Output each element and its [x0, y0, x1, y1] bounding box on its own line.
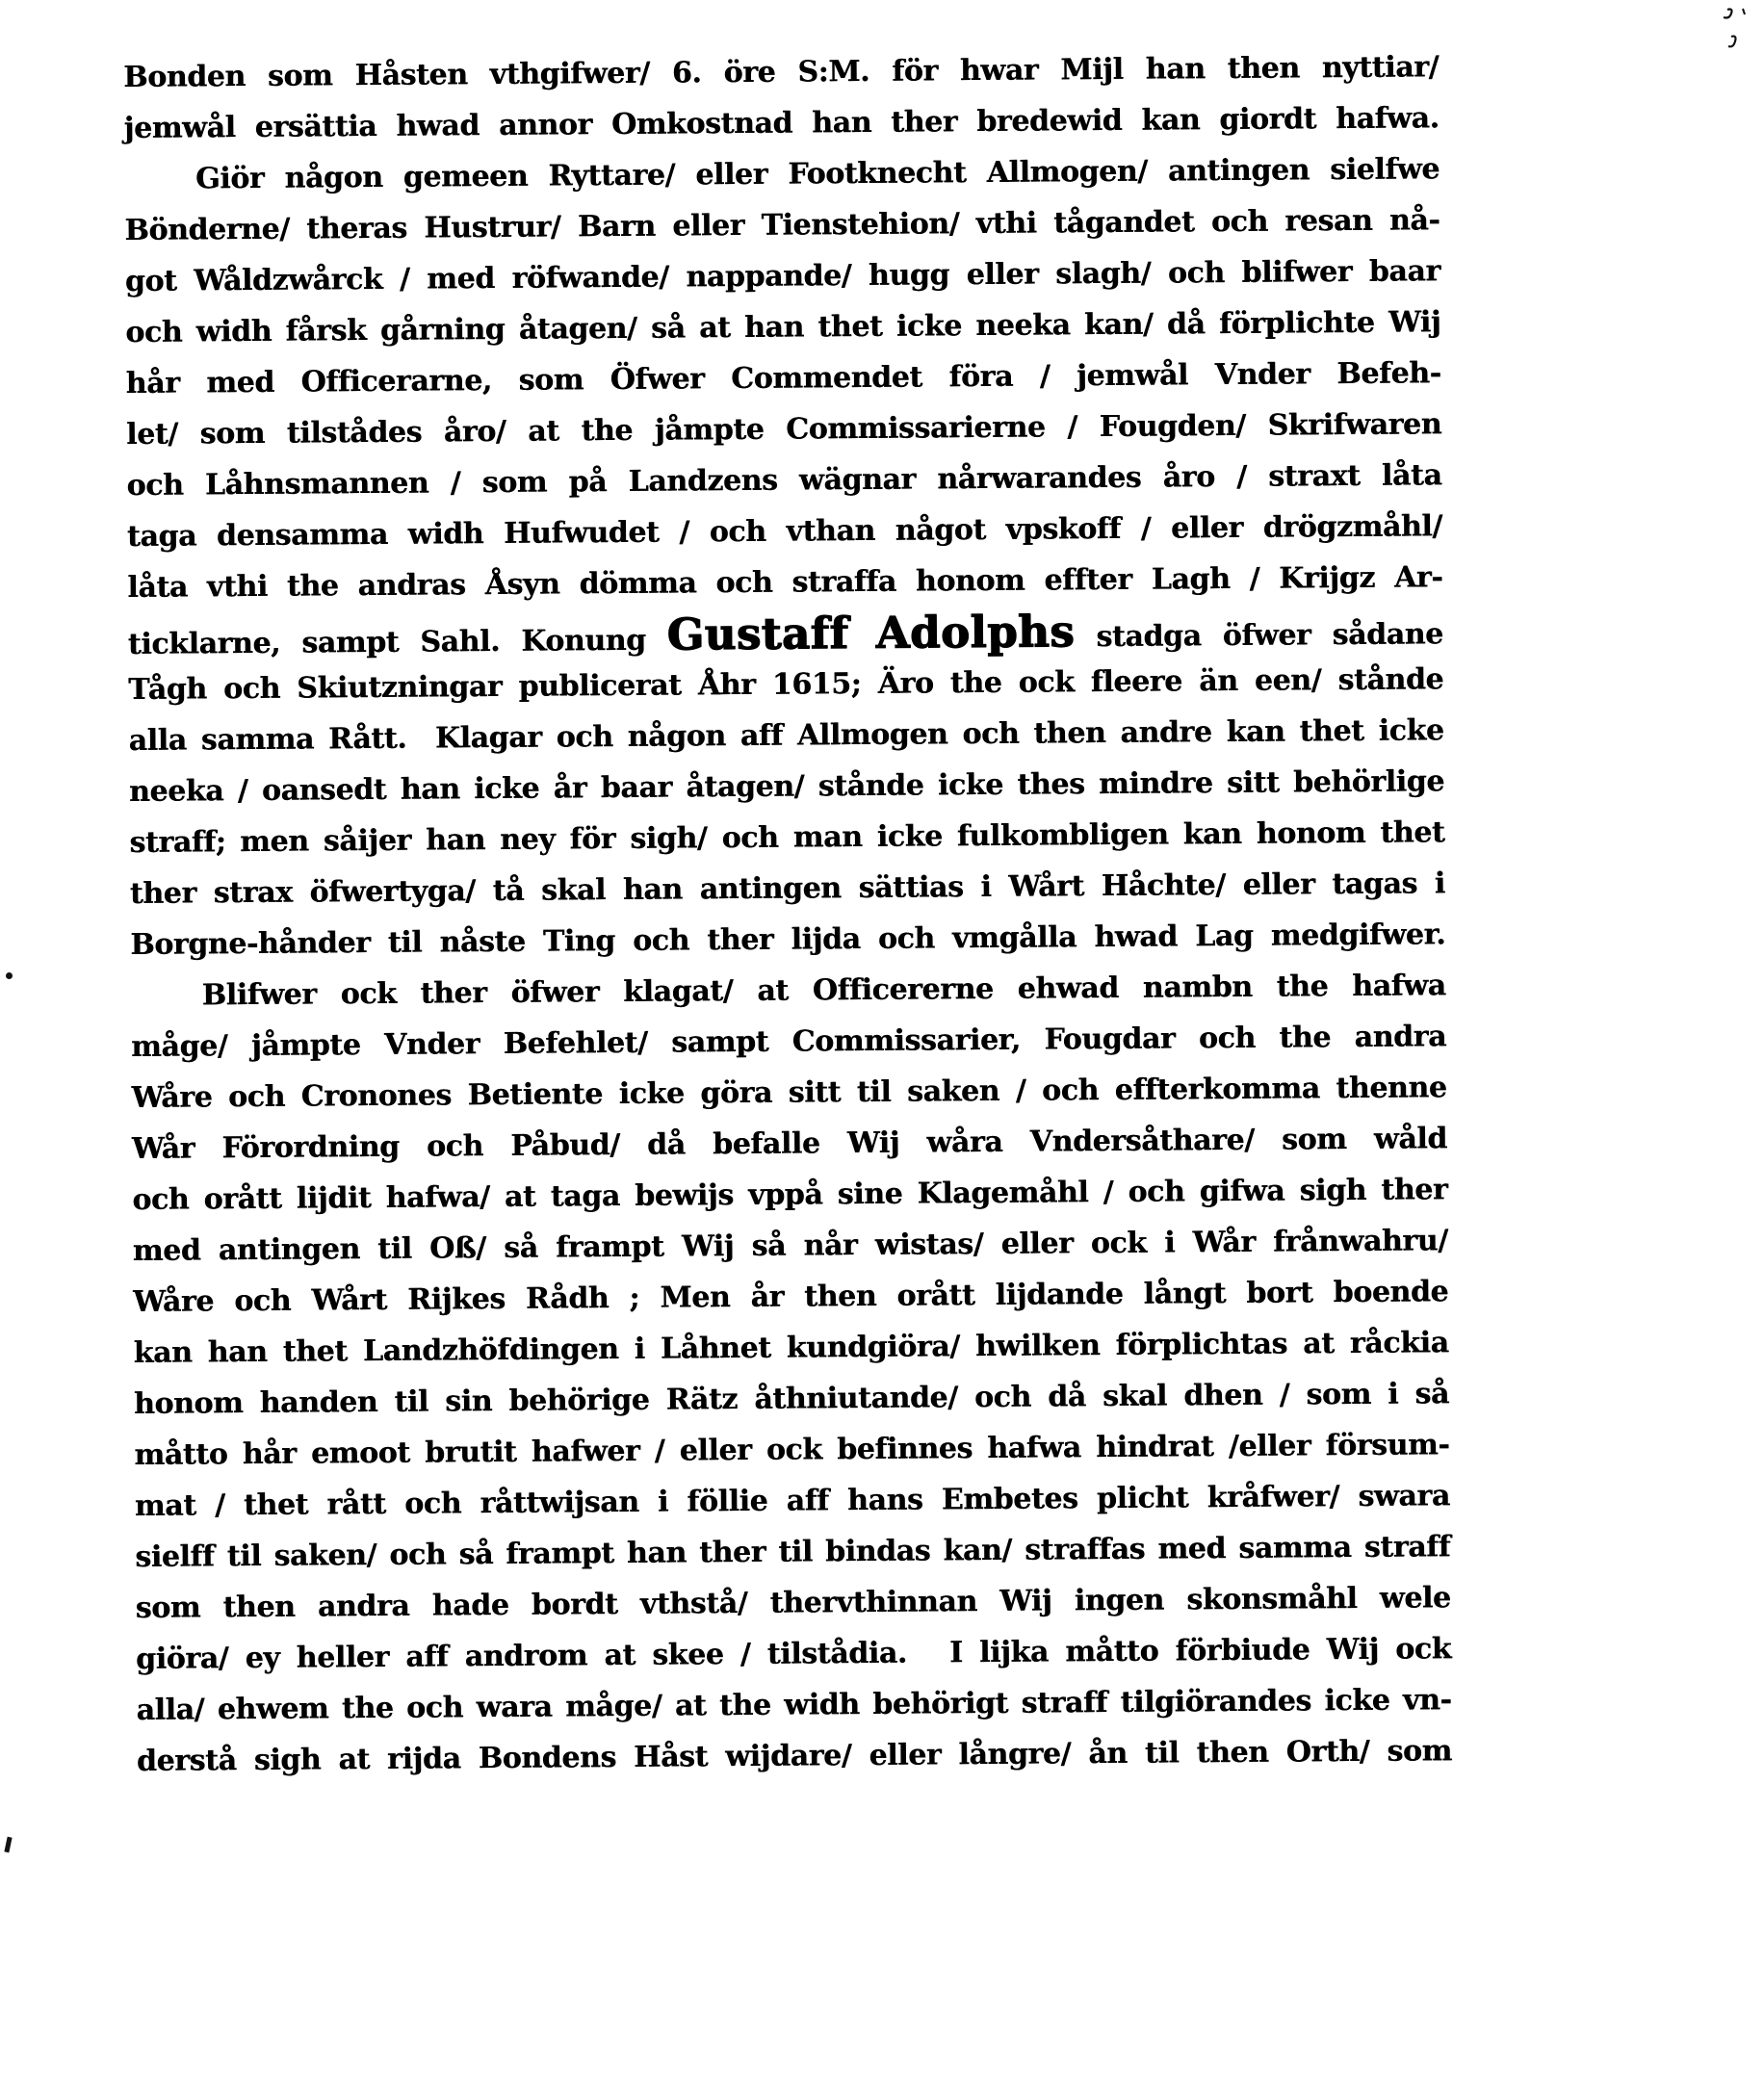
text-line: let/ som tilstådes åro/ at the jåmpte Commissarierne / Fougden/ Skrifwaren: [125, 407, 1442, 452]
text-line: måtto hår emoot brutit hafwer / eller ock befinnes hafwa hindrat /eller försum-: [134, 1428, 1450, 1472]
kings-name-suffix: stadga öfwer sådane: [1075, 617, 1443, 655]
text-line: Bonden som Håsten vthgifwer/ 6. öre S:M. för hwar Mijl han then nyttiar/: [123, 50, 1440, 94]
text-line: måge/ jåmpte Vnder Befehlet/ sampt Commissarier, Fougdar och the andra: [130, 1020, 1447, 1064]
text-line: honom handen til sin behörige Rätz åthniutande/ och då skal dhen / som i så: [133, 1377, 1450, 1421]
text-line: mat / thet rått och råttwijsan i föllie aff hans Embetes plicht kråfwer/ swara: [134, 1479, 1450, 1523]
text-block: [123, 41, 1452, 1787]
scan-artifact: [1720, 6, 1749, 31]
text-line: och widh fårsk gårning åtagen/ så at han thet icke neeka kan/ då förplichte Wij: [125, 305, 1441, 349]
text-line: alla/ ehwem the och wara måge/ at the widh behörigt straff tilgiörandes icke vn-: [136, 1683, 1452, 1727]
paragraph-2: [124, 143, 1446, 970]
text-line: giöra/ ey heller aff androm at skee / tilstådia. I lijka måtto förbiude Wij ock: [135, 1632, 1452, 1676]
text-line: neeka / oansedt han icke år baar åtagen/ stånde icke thes mindre sitt behörlige: [128, 764, 1445, 809]
text-line: med antingen til Oß/ så frampt Wij så når wistas/ eller ock i Wår frånwahru/: [132, 1224, 1448, 1268]
text-line: jemwål ersättia hwad annor Omkostnad han ther bredewid kan giordt hafwa.: [123, 101, 1440, 145]
text-line: Borgne-hånder til nåste Ting och ther lijda och vmgålla hwad Lag medgifwer.: [130, 918, 1446, 962]
text-line: Wåre och Cronones Betiente icke göra sitt til saken / och effterkomma thenne: [131, 1071, 1447, 1115]
text-line: alla samma Rått. Klagar och någon aff Allmogen och then andre kan thet icke: [128, 713, 1444, 758]
text-line: Wåre och Wårt Rijkes Rådh ; Men år then orått lijdande långt bort boende: [133, 1275, 1449, 1319]
scan-artifact: [1725, 33, 1749, 54]
text-line: hår med Officerarne, som Öfwer Commendet föra / jemwål Vnder Befeh-: [125, 356, 1441, 401]
text-line: straff; men såijer han ney för sigh/ och man icke fulkombligen kan honom thet: [129, 815, 1445, 860]
text-line: kan han thet Landzhöfdingen i Låhnet kundgiöra/ hwilken förplichtas at råckia: [133, 1326, 1449, 1370]
text-line: och orått lijdit hafwa/ at taga bewijs vppå sine Klagemåhl / och gifwa sigh ther: [132, 1173, 1448, 1217]
text-line: låta vthi the andras Åsyn dömma och straffa honom effter Lagh / Krijgz Ar-: [127, 560, 1443, 605]
text-line: Bönderne/ theras Hustrur/ Barn eller Tienstehion/ vthi tågandet och resan nå-: [124, 203, 1440, 247]
text-line: Tågh och Skiutzningar publicerat Åhr 1615; Äro the ock fleere än een/ stånde: [128, 662, 1444, 707]
text-line: ther strax öfwertyga/ tå skal han antingen sättias i Wårt Håchte/ eller tagas i: [129, 866, 1445, 911]
text-line: got Wåldzwårck / med röfwande/ nappande/ hugg eller slagh/ och blifwer baar: [124, 254, 1440, 298]
text-line: derstå sigh at rijda Bondens Håst wijdare/ eller långre/ ån til then Orth/ som: [136, 1734, 1453, 1778]
text-line: och Låhnsmannen / som på Landzens wägnar nårwarandes åro / straxt låta: [126, 458, 1442, 503]
text-line: som then andra hade bordt vthstå/ thervthinnan Wij ingen skonsmåhl wele: [135, 1581, 1451, 1625]
text-line: Blifwer ock ther öfwer klagat/ at Officererne ehwad nambn the hafwa: [201, 969, 1446, 1013]
paragraph-3: [130, 960, 1452, 1787]
text-line: Giör någon gemeen Ryttare/ eller Footknecht Allmogen/ antingen sielfwe: [195, 152, 1440, 196]
paragraph-1: [123, 41, 1440, 154]
scan-artifact: [6, 972, 13, 979]
text-line: sielff til saken/ och så frampt han ther til bindas kan/ straffas med samma straff: [135, 1530, 1451, 1574]
text-line: Wår Förordning och Påbud/ då befalle Wij wåra Vndersåthare/ som wåld: [131, 1122, 1448, 1166]
kings-name-emphasis: Gustaff Adolphs: [666, 606, 1076, 660]
scan-artifact: [4, 1837, 12, 1853]
kings-name-prefix: ticklarne, sampt Sahl. Konung: [127, 623, 667, 661]
text-line: taga densamma widh Hufwudet / och vthan något vpskoff / eller drögzmåhl/: [126, 509, 1443, 554]
